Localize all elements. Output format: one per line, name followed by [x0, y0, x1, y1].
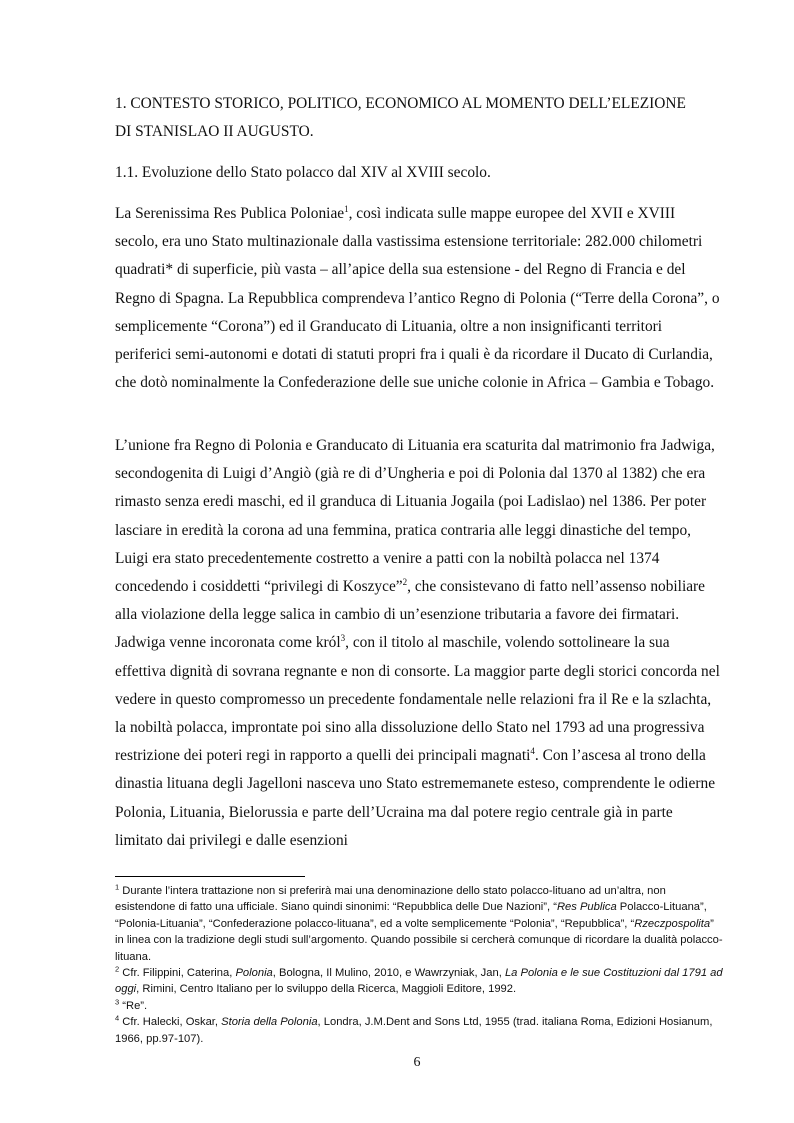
footnote-1-text-a: Durante l’intera trattazione non si preferirà mai una denominazione dello stato polacco-lituano ad un’altra, non esistendone di fatto una ufficiale. Siano quindi sinonimi: “Repubblica delle Due Nazioni”, “ — [115, 885, 666, 914]
footnote-ref-2[interactable]: 2 — [402, 576, 408, 587]
footnote-2-text-b: , Bologna, Il Mulino, 2010, e Wawrzyniak, Jan, — [272, 967, 505, 980]
paragraph-1-text-a: La Serenissima Res Publica Poloniae — [115, 205, 345, 222]
footnote-4 — [115, 1014, 725, 1047]
footnote-1-text-c: ” in linea con la tradizione degli studi sull’argomento. Quando possibile si cercherà comunque di ricordare la dualità polacco-lituana. — [115, 917, 723, 963]
footnote-3-text-a: “Re”. — [119, 999, 148, 1012]
page-number: 6 — [413, 1055, 421, 1070]
paragraph-1-text-b: , così indicata sulle mappe europee del XVII e XVIII secolo, era uno Stato multinazionale dalla vastissima estensione territoriale: 282.000 chilometri quadrati* di superficie, più vasta – all’apice della sua estensione - del Regno di Francia e del Regno di Spagna. La Repubblica comprendeva l’antico Regno di Polonia (“Terre della Corona”, o semplicemente “Corona”) ed il Granducato di Lituania, oltre a non insignificanti territori periferici semi-autonomi e dotati di statuti propri fra i quali è da ricordare il Ducato di Curlandia, che dotò nominalmente la Confederazione delle sue uniche colonie in Africa – Gambia e Tobago. — [115, 205, 720, 392]
footnote-2-italic-a: Polonia — [235, 967, 273, 980]
footnote-4-italic-a: Storia della Polonia — [221, 1016, 318, 1029]
footnote-1 — [115, 883, 725, 965]
section-heading-text: 1.1. Evoluzione dello Stato polacco dal XIV al XVIII secolo. — [115, 164, 491, 181]
footnotes — [115, 883, 725, 1047]
footnote-ref-1[interactable]: 1 — [344, 203, 349, 214]
section-heading — [115, 159, 720, 187]
footnote-ref-4[interactable]: 4 — [530, 746, 535, 757]
footnote-2-italic-b: La Polonia e le sue Costituzioni dal 1791 ad oggi — [115, 967, 723, 996]
footnote-3 — [115, 998, 725, 1014]
footnote-separator — [115, 876, 305, 877]
footnote-1-italic-b: Rzeczpospolita — [634, 917, 711, 930]
paragraph-2-text-b: , che consistevano di fatto nell’assenso nobiliare alla violazione della legge salica in cambio di un’esenzione tributaria a favore dei firmatari. Jadwiga venne incoronata come król — [115, 578, 706, 652]
paragraph-2-text-a: L’unione fra Regno di Polonia e Granducato di Lituania era scaturita dal matrimonio fra Jadwiga, secondogenita di Luigi d’Angiò (già re di d’Ungheria e poi di Polonia dal 1370 al 1382) che era rimasto senza eredi maschi, ed il granduca di Lituania Jogaila (poi Ladislao) nel 1386. Per poter lasciare in eredità la corona ad una femmina, pratica contraria alle leggi dinastiche del tempo, Luigi era stato precedentemente costretto a venire a patti con la nobiltà polacca nel 1374 concedendo i cosiddetti “privilegi di Koszyce” — [115, 437, 715, 596]
footnote-1-mark: 1 — [115, 882, 120, 892]
footnote-4-text-b: , Londra, J.M.Dent and Sons Ltd, 1955 (trad. italiana Roma, Edizioni Hosianum, 1966, pp.97-107). — [115, 1016, 713, 1045]
paragraph-2-text-c: , con il titolo al maschile, volendo sottolineare la sua effettiva dignità di sovrana regnante e non di consorte. La maggior parte degli storici concorda nel vedere in questo compromesso un precedente fondamentale nelle relazioni fra il Re e la szlachta, la nobiltà polacca, improntate poi sino alla dissoluzione dello Stato nel 1793 ad una progressiva restrizione dei poteri regi in rapporto a quelli dei principali magnati — [115, 634, 720, 765]
chapter-heading — [115, 90, 720, 146]
footnote-2 — [115, 965, 725, 998]
footnote-4-text-a: Cfr. Halecki, Oskar, — [119, 1016, 222, 1029]
chapter-heading-line-1: 1. CONTESTO STORICO, POLITICO, ECONOMICO AL MOMENTO DELL’ELEZIONE — [115, 95, 686, 112]
paragraph-2-text-d: . Con l’ascesa al trono della dinastia lituana degli Jagelloni nasceva uno Stato estrememanete esteso, comprendente le odierne Polonia, Lituania, Bielorussia e parte dell’Ucraina ma dal potere regio centrale già in parte limitato dai privilegi e dalle esenzioni — [115, 747, 716, 849]
footnote-3-mark: 3 — [115, 997, 120, 1007]
footnote-1-italic-a: Res Publica — [556, 901, 617, 914]
footnote-4-mark: 4 — [115, 1013, 120, 1023]
chapter-heading-line-2: DI STANISLAO II AUGUSTO. — [115, 123, 314, 141]
paragraph-1 — [115, 200, 720, 397]
footnote-2-text-c: , Rimini, Centro Italiano per lo sviluppo della Ricerca, Maggioli Editore, 1992. — [136, 983, 517, 996]
footnote-2-text-a: Cfr. Filippini, Caterina, — [119, 967, 236, 980]
footnote-2-mark: 2 — [115, 964, 120, 974]
footnote-1-text-b: Polacco-Lituana”, “Polonia-Lituania”, “Confederazione polacco-lituana”, ed a volte semplicemente “Polonia”, “Repubblica”, “ — [115, 901, 707, 930]
footnote-ref-3[interactable]: 3 — [340, 633, 346, 644]
paragraph-2 — [115, 432, 720, 855]
